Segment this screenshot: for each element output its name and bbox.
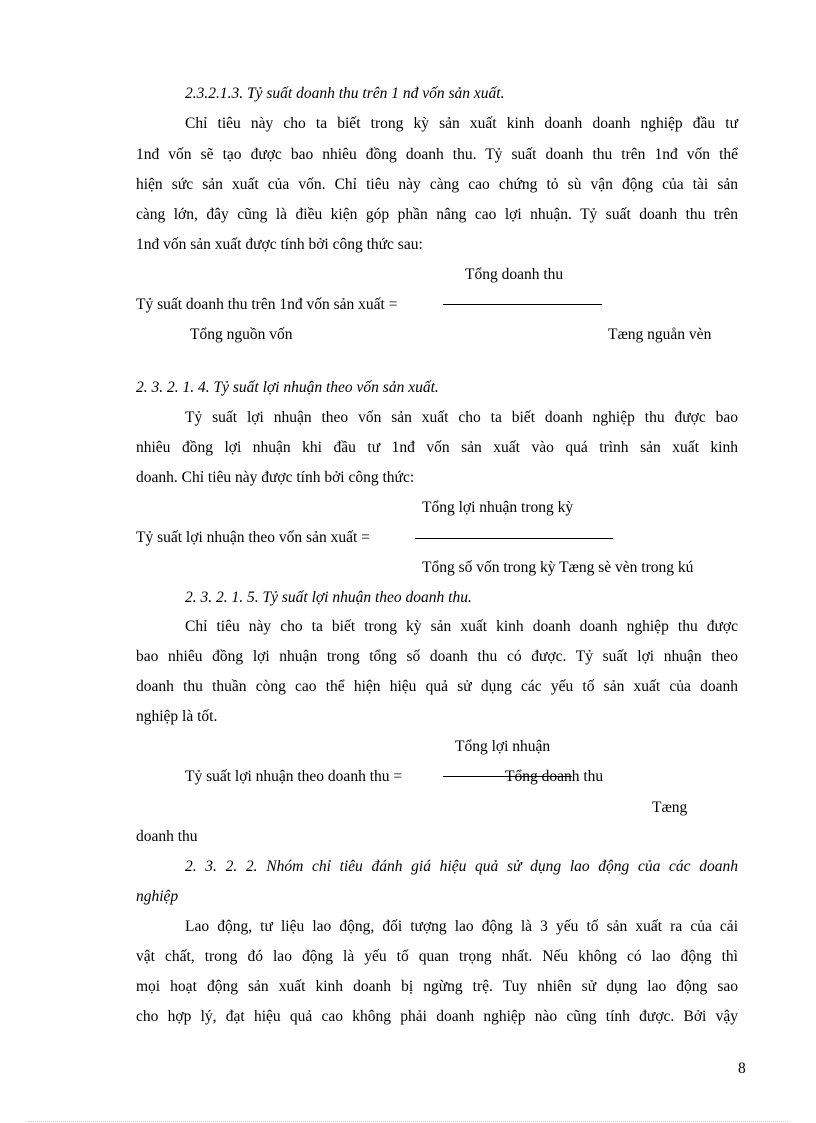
paragraph-line: cho hợp lý, đạt hiệu quả cao không phải doanh nghiệp nào cũng tính được. Bởi vậy (136, 1008, 738, 1025)
struck-text: Tổng doan (505, 768, 572, 785)
paragraph-line: doanh. Chỉ tiêu này được tính bởi công thức: (136, 469, 415, 486)
fraction-bar (443, 304, 602, 305)
paragraph-line: Chỉ tiêu này cho ta biết trong kỳ sản xuất kinh doanh doanh nghiệp thu được (185, 618, 738, 635)
paragraph-line: nghiệp là tốt. (136, 708, 218, 725)
paragraph-line: hiện sức sản xuất của vốn. Chỉ tiêu này càng cao chứng tỏ sù vận động của tài sản (136, 176, 738, 193)
formula-lhs: Tỷ suất lợi nhuận theo vốn sản xuất = (136, 529, 370, 546)
paragraph-line: nhiêu đồng lợi nhuận khi đầu tư 1nđ vốn sản xuất vào quá trình sản xuất kinh (136, 439, 738, 456)
stray-encoded-text: Tæng nguån vèn (608, 326, 712, 343)
formula-denominator (505, 767, 603, 787)
section-heading-2-3-2-1-4: 2. 3. 2. 1. 4. Tỷ suất lợi nhuận theo vốn sản xuất. (136, 379, 439, 396)
paragraph-line: Tỷ suất lợi nhuận theo vốn sản xuất cho ta biết doanh nghiệp thu được bao (185, 409, 738, 426)
formula-denominator: Tổng số vốn trong kỳ Tæng sè vèn trong kú (422, 559, 694, 576)
section-heading-continued: nghiệp (136, 888, 179, 905)
page-number: 8 (738, 1060, 746, 1077)
paragraph-line: Chỉ tiêu này cho ta biết trong kỳ sản xuất kinh doanh doanh nghiệp đầu tư (185, 115, 738, 132)
denominator-tail: h thu (571, 768, 604, 785)
formula-lhs: Tỷ suất doanh thu trên 1nđ vốn sản xuất = (136, 296, 398, 313)
paragraph-line: 1nđ vốn sản xuất được tính bởi công thức sau: (136, 236, 423, 253)
formula-numerator: Tổng lợi nhuận trong kỳ (422, 499, 574, 516)
section-heading-2-3-2-2: 2. 3. 2. 2. Nhóm chỉ tiêu đánh giá hiệu quả sử dụng lao động của các doanh (185, 858, 738, 875)
paragraph-line: càng lớn, đây cũng là điều kiện góp phần nâng cao lợi nhuận. Tỷ suất doanh thu trên (136, 206, 738, 223)
formula-numerator: Tổng doanh thu (465, 266, 564, 283)
page-border-dotted (28, 1121, 788, 1122)
formula-lhs: Tỷ suất lợi nhuận theo doanh thu = (185, 768, 403, 785)
fraction-bar (415, 538, 613, 539)
section-heading-2-3-2-1-5: 2. 3. 2. 1. 5. Tỷ suất lợi nhuận theo doanh thu. (185, 589, 472, 606)
paragraph-line: doanh thu (136, 828, 198, 845)
paragraph-line: Lao động, tư liệu lao động, đối tượng lao động là 3 yếu tố sản xuất ra của cải (185, 918, 738, 935)
paragraph-line: mọi hoạt động sản xuất kinh doanh bị ngừng trệ. Tuy nhiên sử dụng lao động sao (136, 978, 738, 995)
paragraph-line: bao nhiêu đồng lợi nhuận trong tổng số doanh thu có được. Tỷ suất lợi nhuận theo (136, 648, 738, 665)
formula-denominator: Tổng nguồn vốn (190, 326, 293, 343)
stray-encoded-text: Tæng (652, 799, 688, 816)
paragraph-line: vật chất, trong đó lao động là yếu tố quan trọng nhất. Nếu không có lao động thì (136, 948, 738, 965)
section-heading-2-3-2-1-3: 2.3.2.1.3. Tỷ suất doanh thu trên 1 nđ vốn sản xuất. (185, 85, 505, 102)
formula-numerator: Tổng lợi nhuận (455, 738, 551, 755)
paragraph-line: 1nđ vốn sẽ tạo được bao nhiêu đồng doanh thu. Tỷ suất doanh thu trên 1nđ vốn thể (136, 146, 738, 163)
paragraph-line: doanh thu thuần còng cao thể hiện hiệu quả sử dụng các yếu tố sản xuất của doanh (136, 678, 738, 695)
